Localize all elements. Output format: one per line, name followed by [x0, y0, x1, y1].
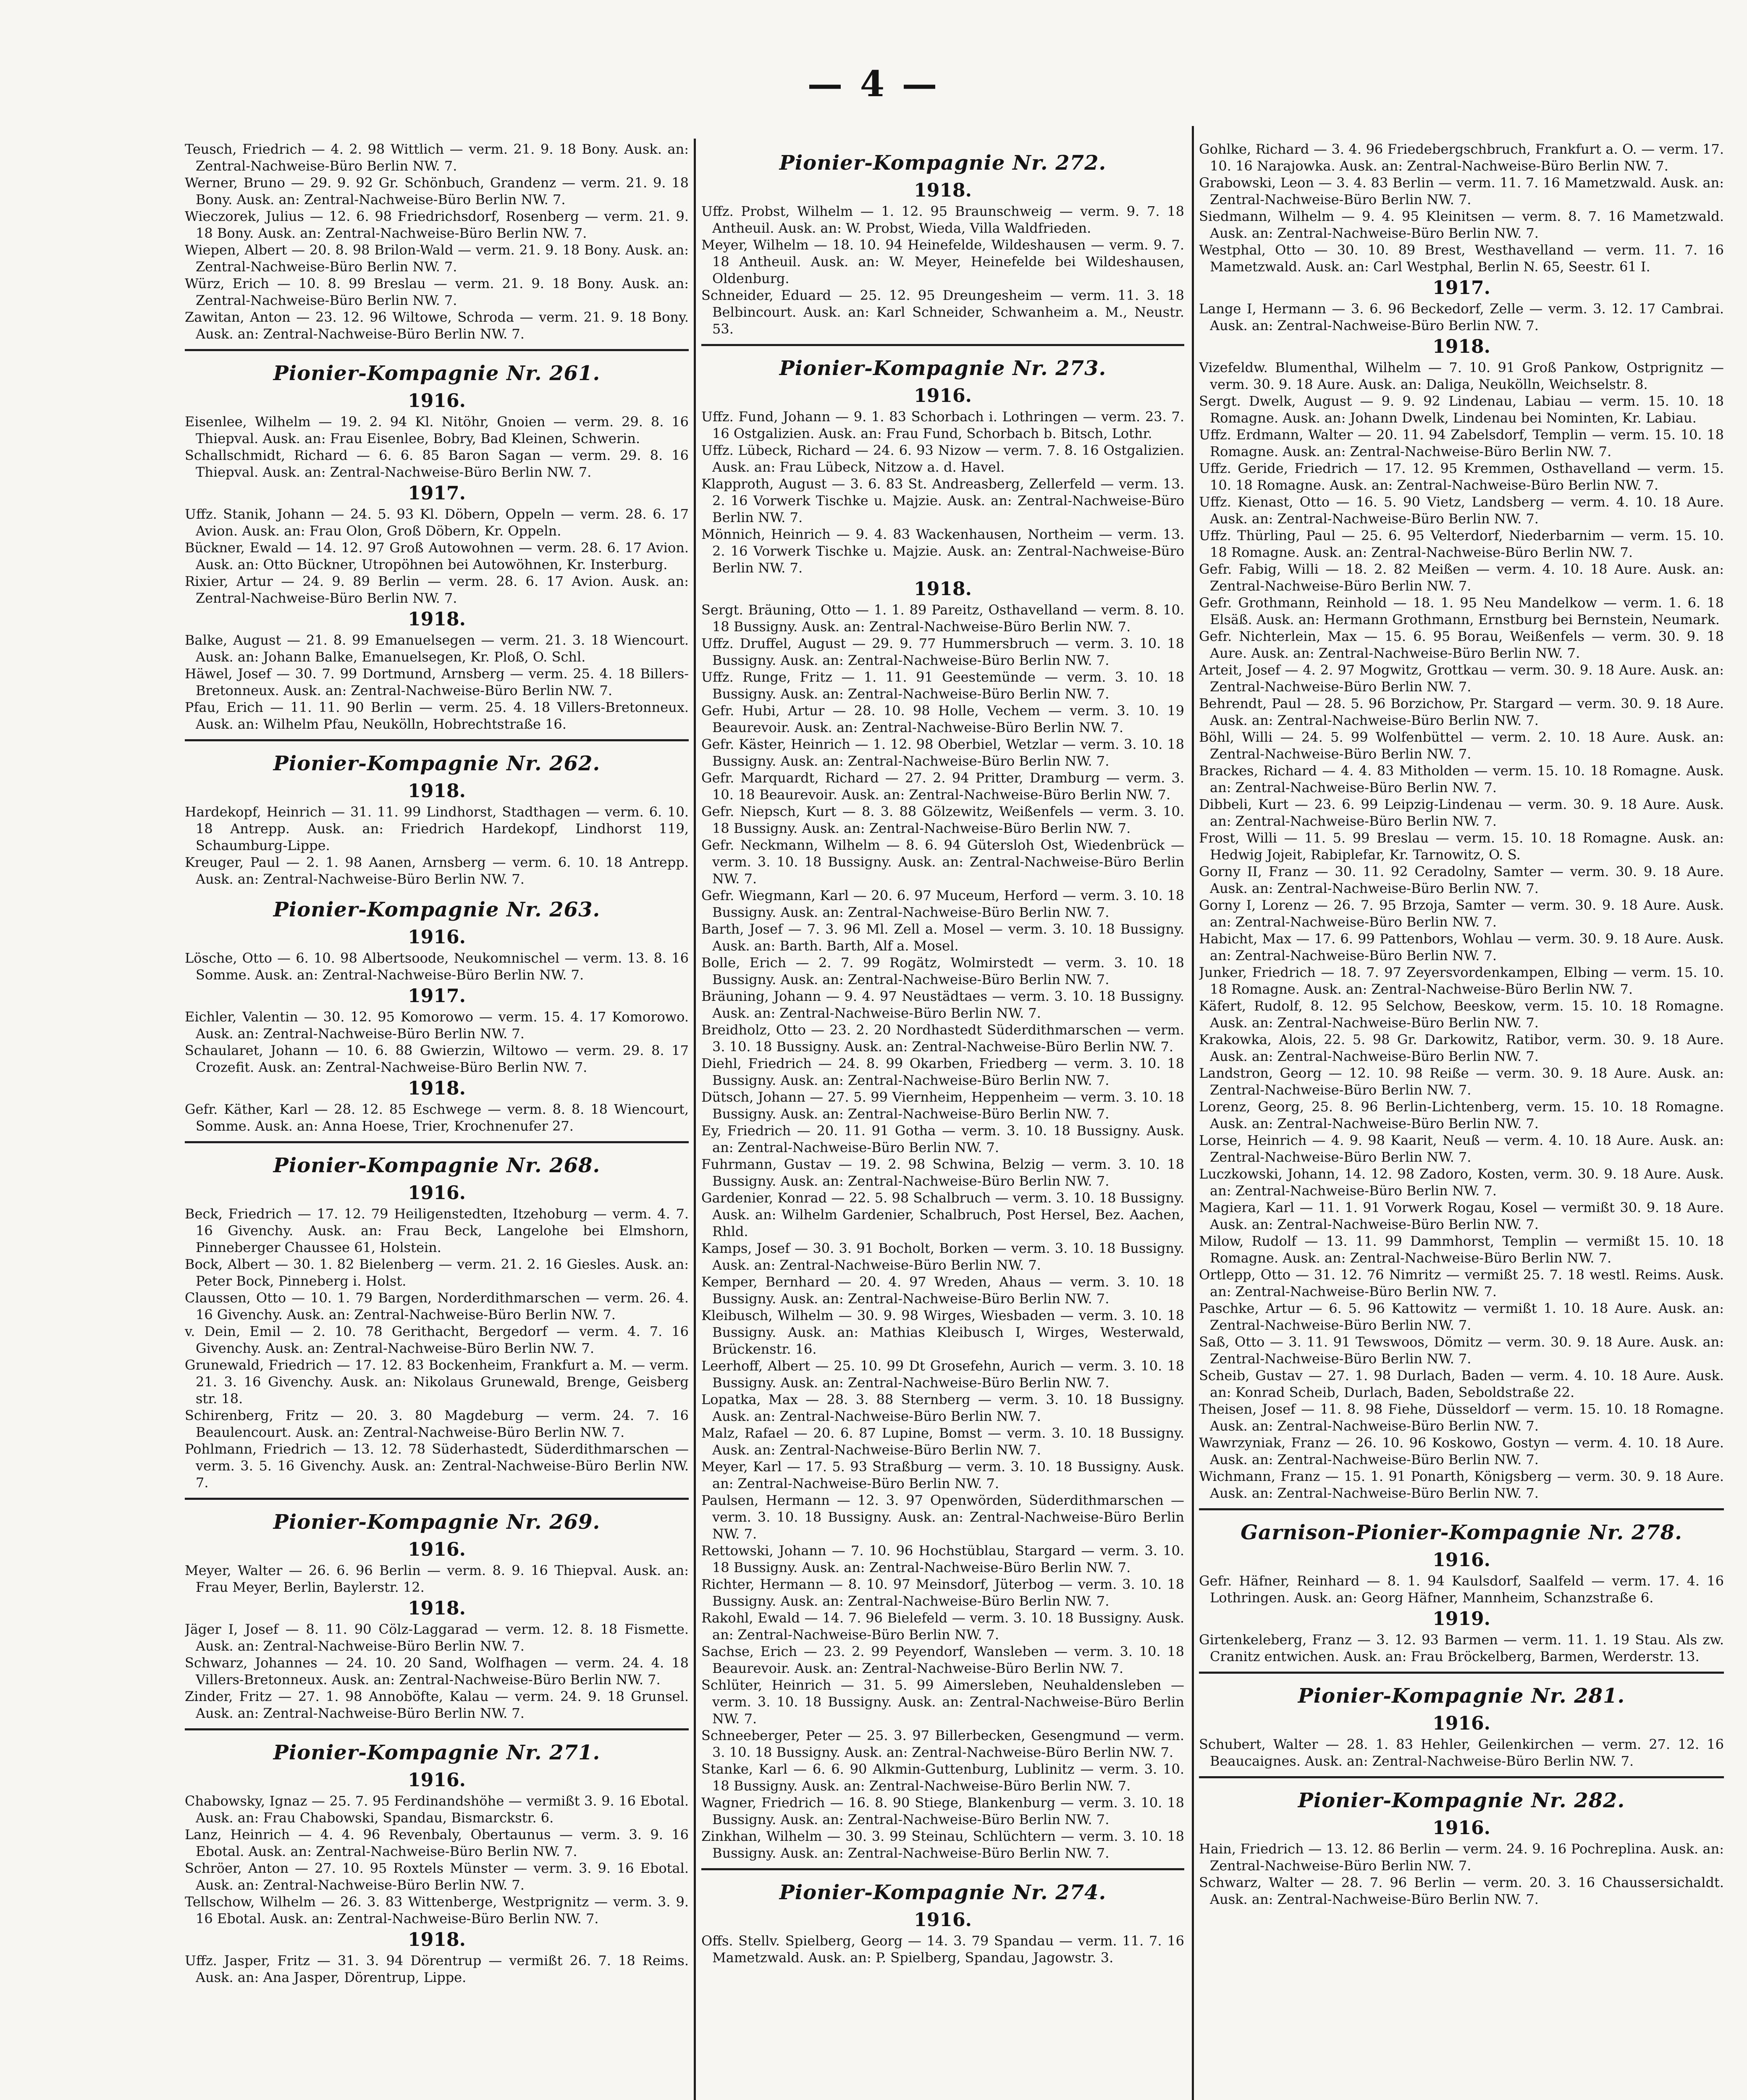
company-heading: Pionier-Kompagnie Nr. 281.: [1298, 1684, 1625, 1708]
year-heading: 1916.: [914, 1909, 972, 1931]
list-item: Uffz. Geride, Friedrich — 17. 12. 95 Kremmen, Osthavelland — verm. 15. 10. 18 Romagne. Ausk. an: Zentral-Nachweise-Büro Berlin NW. 7.: [1199, 460, 1724, 493]
section-divider: [1199, 1672, 1724, 1674]
list-item: Grunewald, Friedrich — 17. 12. 83 Bockenheim, Frankfurt a. M. — verm. 21. 3. 16 Givenchy. Ausk. an: Nikolaus Grunewald, Brenge, Geisberg str. 18.: [185, 1357, 689, 1407]
list-item: Stanke, Karl — 6. 6. 90 Alkmin-Guttenburg, Lublinitz — verm. 3. 10. 18 Bussigny. Ausk. an: Zentral-Nachweise-Büro Berlin NW. 7.: [701, 1761, 1184, 1794]
company-heading: Pionier-Kompagnie Nr. 271.: [273, 1741, 601, 1764]
list-item: Vizefeldw. Blumenthal, Wilhelm — 7. 10. 91 Groß Pankow, Ostprignitz — verm. 30. 9. 18 Aure. Ausk. an: Daliga, Neukölln, Weichselstr. 8.: [1199, 360, 1724, 392]
list-item: Lopatka, Max — 28. 3. 88 Sternberg — verm. 3. 10. 18 Bussigny. Ausk. an: Zentral-Nachweise-Büro Berlin NW. 7.: [701, 1391, 1184, 1424]
company-heading: Garnison-Pionier-Kompagnie Nr. 278.: [1241, 1521, 1682, 1544]
list-item: Schallschmidt, Richard — 6. 6. 85 Baron Sagan — verm. 29. 8. 16 Thiepval. Ausk. an: Zentral-Nachweise-Büro Berlin NW. 7.: [185, 447, 689, 480]
column-divider: [694, 139, 696, 2100]
list-item: Schubert, Walter — 28. 1. 83 Hehler, Geilenkirchen — verm. 27. 12. 16 Beaucaignes. Ausk. an: Zentral-Nachweise-Büro Berlin NW. 7.: [1199, 1736, 1724, 1769]
year-heading: 1917.: [408, 985, 466, 1007]
list-item: Gefr. Grothmann, Reinhold — 18. 1. 95 Neu Mandelkow — verm. 1. 6. 18 Elsäß. Ausk. an: Hermann Grothmann, Ernstburg bei Bernstein, Neumark.: [1199, 595, 1724, 627]
list-item: Beck, Friedrich — 17. 12. 79 Heiligenstedten, Itzehoburg — verm. 4. 7. 16 Givenchy. Ausk. an: Frau Beck, Langelohe bei Elmshorn, Pinneberger Chaussee 61, Holstein.: [185, 1206, 689, 1255]
company-heading: Pionier-Kompagnie Nr. 262.: [273, 752, 601, 775]
year-heading: 1918.: [914, 578, 972, 600]
list-item: Lorse, Heinrich — 4. 9. 98 Kaarit, Neuß — verm. 4. 10. 18 Aure. Ausk. an: Zentral-Nachweise-Büro Berlin NW. 7.: [1199, 1132, 1724, 1165]
list-item: Bräuning, Johann — 9. 4. 97 Neustädtaes — verm. 3. 10. 18 Bussigny. Ausk. an: Zentral-Nachweise-Büro Berlin NW. 7.: [701, 988, 1184, 1021]
year-heading: 1918.: [408, 1929, 466, 1950]
year-heading: 1916.: [408, 1182, 466, 1204]
list-item: Meyer, Walter — 26. 6. 96 Berlin — verm. 8. 9. 16 Thiepval. Ausk. an: Frau Meyer, Berlin, Baylerstr. 12.: [185, 1562, 689, 1595]
list-item: Dibbeli, Kurt — 23. 6. 99 Leipzig-Lindenau — verm. 30. 9. 18 Aure. Ausk. an: Zentral-Nachweise-Büro Berlin NW. 7.: [1199, 796, 1724, 829]
list-item: Uffz. Runge, Fritz — 1. 11. 91 Geestemünde — verm. 3. 10. 18 Bussigny. Ausk. an: Zentral-Nachweise-Büro Berlin NW. 7.: [701, 669, 1184, 702]
section-divider: [185, 1498, 689, 1500]
list-item: Leerhoff, Albert — 25. 10. 99 Dt Grosefehn, Aurich — verm. 3. 10. 18 Bussigny. Ausk. an: Zentral-Nachweise-Büro Berlin NW. 7.: [701, 1358, 1184, 1391]
list-item: Gohlke, Richard — 3. 4. 96 Friedebergschbruch, Frankfurt a. O. — verm. 17. 10. 16 Narajowka. Ausk. an: Zentral-Nachweise-Büro Berlin NW. 7.: [1199, 141, 1724, 174]
column-divider: [1192, 126, 1194, 2100]
list-item: Westphal, Otto — 30. 10. 89 Brest, Westhavelland — verm. 11. 7. 16 Mametzwald. Ausk. an: Carl Westphal, Berlin N. 65, Seestr. 61 I.: [1199, 242, 1724, 275]
list-item: Breidholz, Otto — 23. 2. 20 Nordhastedt Süderdithmarschen — verm. 3. 10. 18 Bussigny. Ausk. an: Zentral-Nachweise-Büro Berlin NW. 7.: [701, 1022, 1184, 1055]
list-item: Jäger I, Josef — 8. 11. 90 Cölz-Laggarad — verm. 12. 8. 18 Fismette. Ausk. an: Zentral-Nachweise-Büro Berlin NW. 7.: [185, 1621, 689, 1654]
list-item: Sergt. Dwelk, August — 9. 9. 92 Lindenau, Labiau — verm. 15. 10. 18 Romagne. Ausk. an: Johann Dwelk, Lindenau bei Nominten, Kr. Labiau.: [1199, 393, 1724, 426]
list-item: Frost, Willi — 11. 5. 99 Breslau — verm. 15. 10. 18 Romagne. Ausk. an: Hedwig Jojeit, Rabiplefar, Kr. Tarnowitz, O. S.: [1199, 830, 1724, 863]
list-item: Arteit, Josef — 4. 2. 97 Mogwitz, Grottkau — verm. 30. 9. 18 Aure. Ausk. an: Zentral-Nachweise-Büro Berlin NW. 7.: [1199, 662, 1724, 695]
list-item: Magiera, Karl — 11. 1. 91 Vorwerk Rogau, Kosel — vermißt 30. 9. 18 Aure. Ausk. an: Zentral-Nachweise-Büro Berlin NW. 7.: [1199, 1200, 1724, 1232]
section-divider: [185, 349, 689, 351]
list-item: Ortlepp, Otto — 31. 12. 76 Nimritz — vermißt 25. 7. 18 westl. Reims. Ausk. an: Zentral-Nachweise-Büro Berlin NW. 7.: [1199, 1267, 1724, 1299]
list-item: Hain, Friedrich — 13. 12. 86 Berlin — verm. 24. 9. 16 Pochreplina. Ausk. an: Zentral-Nachweise-Büro Berlin NW. 7.: [1199, 1841, 1724, 1874]
list-item: Luczkowski, Johann, 14. 12. 98 Zadoro, Kosten, verm. 30. 9. 18 Aure. Ausk. an: Zentral-Nachweise-Büro Berlin NW. 7.: [1199, 1166, 1724, 1199]
list-item: Eichler, Valentin — 30. 12. 95 Komorowo — verm. 15. 4. 17 Komorowo. Ausk. an: Zentral-Nachweise-Büro Berlin NW. 7.: [185, 1009, 689, 1042]
list-item: Gefr. Wiegmann, Karl — 20. 6. 97 Muceum, Herford — verm. 3. 10. 18 Bussigny. Ausk. an: Zentral-Nachweise-Büro Berlin NW. 7.: [701, 887, 1184, 920]
company-heading: Pionier-Kompagnie Nr. 273.: [779, 357, 1107, 380]
section-divider: [185, 1141, 689, 1143]
year-heading: 1918.: [914, 180, 972, 201]
list-item: Gefr. Häfner, Reinhard — 8. 1. 94 Kaulsdorf, Saalfeld — verm. 17. 4. 16 Lothringen. Ausk. an: Georg Häfner, Mannheim, Schanzstraße 6.: [1199, 1573, 1724, 1606]
list-item: Schwarz, Walter — 28. 7. 96 Berlin — verm. 20. 3. 16 Chaussersichaldt. Ausk. an: Zentral-Nachweise-Büro Berlin NW. 7.: [1199, 1874, 1724, 1907]
list-item: Balke, August — 21. 8. 99 Emanuelsegen — verm. 21. 3. 18 Wiencourt. Ausk. an: Johann Balke, Emanuelsegen, Kr. Ploß, O. Schl.: [185, 632, 689, 665]
year-heading: 1916.: [408, 1539, 466, 1560]
list-item: Rixier, Artur — 24. 9. 89 Berlin — verm. 28. 6. 17 Avion. Ausk. an: Zentral-Nachweise-Büro Berlin NW. 7.: [185, 573, 689, 606]
list-item: Klapproth, August — 3. 6. 83 St. Andreasberg, Zellerfeld — verm. 13. 2. 16 Vorwerk Tischke u. Majzie. Ausk. an: Zentral-Nachweise-Büro Berlin NW. 7.: [701, 476, 1184, 525]
list-item: Uffz. Kienast, Otto — 16. 5. 90 Vietz, Landsberg — verm. 4. 10. 18 Aure. Ausk. an: Zentral-Nachweise-Büro Berlin NW. 7.: [1199, 494, 1724, 527]
list-item: Gorny II, Franz — 30. 11. 92 Ceradolny, Samter — verm. 30. 9. 18 Aure. Ausk. an: Zentral-Nachweise-Büro Berlin NW. 7.: [1199, 864, 1724, 896]
list-item: Milow, Rudolf — 13. 11. 99 Dammhorst, Templin — vermißt 15. 10. 18 Romagne. Ausk. an: Zentral-Nachweise-Büro Berlin NW. 7.: [1199, 1233, 1724, 1266]
list-item: Kreuger, Paul — 2. 1. 98 Aanen, Arnsberg — verm. 6. 10. 18 Antrepp. Ausk. an: Zentral-Nachweise-Büro Berlin NW. 7.: [185, 854, 689, 887]
section-divider: [1199, 1776, 1724, 1778]
list-item: Gefr. Marquardt, Richard — 27. 2. 94 Pritter, Dramburg — verm. 3. 10. 18 Beaurevoir. Ausk. an: Zentral-Nachweise-Büro Berlin NW. 7.: [701, 770, 1184, 803]
list-item: Wawrzyniak, Franz — 26. 10. 96 Koskowo, Gostyn — verm. 4. 10. 18 Aure. Ausk. an: Zentral-Nachweise-Büro Berlin NW. 7.: [1199, 1435, 1724, 1467]
list-item: Wichmann, Franz — 15. 1. 91 Ponarth, Königsberg — verm. 30. 9. 18 Aure. Ausk. an: Zentral-Nachweise-Büro Berlin NW. 7.: [1199, 1468, 1724, 1501]
list-item: Kemper, Bernhard — 20. 4. 97 Wreden, Ahaus — verm. 3. 10. 18 Bussigny. Ausk. an: Zentral-Nachweise-Büro Berlin NW. 7.: [701, 1274, 1184, 1307]
list-item: Siedmann, Wilhelm — 9. 4. 95 Kleinitsen — verm. 8. 7. 16 Mametzwald. Ausk. an: Zentral-Nachweise-Büro Berlin NW. 7.: [1199, 208, 1724, 241]
list-item: v. Dein, Emil — 2. 10. 78 Gerithacht, Bergedorf — verm. 4. 7. 16 Givenchy. Ausk. an: Zentral-Nachweise-Büro Berlin NW. 7.: [185, 1323, 689, 1356]
company-heading: Pionier-Kompagnie Nr. 282.: [1298, 1789, 1625, 1812]
list-item: Zawitan, Anton — 23. 12. 96 Wiltowe, Schroda — verm. 21. 9. 18 Bony. Ausk. an: Zentral-Nachweise-Büro Berlin NW. 7.: [185, 309, 689, 342]
list-item: Gefr. Fabig, Willi — 18. 2. 82 Meißen — verm. 4. 10. 18 Aure. Ausk. an: Zentral-Nachweise-Büro Berlin NW. 7.: [1199, 561, 1724, 594]
year-heading: 1916.: [914, 385, 972, 407]
list-item: Uffz. Erdmann, Walter — 20. 11. 94 Zabelsdorf, Templin — verm. 15. 10. 18 Romagne. Ausk. an: Zentral-Nachweise-Büro Berlin NW. 7.: [1199, 427, 1724, 459]
list-item: Bolle, Erich — 2. 7. 99 Rogätz, Wolmirstedt — verm. 3. 10. 18 Bussigny. Ausk. an: Zentral-Nachweise-Büro Berlin NW. 7.: [701, 955, 1184, 987]
company-heading: Pionier-Kompagnie Nr. 272.: [779, 151, 1107, 175]
list-item: Tellschow, Wilhelm — 26. 3. 83 Wittenberge, Westprignitz — verm. 3. 9. 16 Ebotal. Ausk. an: Zentral-Nachweise-Büro Berlin NW. 7.: [185, 1894, 689, 1927]
list-item: Lanz, Heinrich — 4. 4. 96 Revenbaly, Obertaunus — verm. 3. 9. 16 Ebotal. Ausk. an: Zentral-Nachweise-Büro Berlin NW. 7.: [185, 1827, 689, 1859]
list-item: Wiepen, Albert — 20. 8. 98 Brilon-Wald — verm. 21. 9. 18 Bony. Ausk. an: Zentral-Nachweise-Büro Berlin NW. 7.: [185, 242, 689, 275]
list-item: Meyer, Wilhelm — 18. 10. 94 Heinefelde, Wildeshausen — verm. 9. 7. 18 Antheuil. Ausk. an: W. Meyer, Heinefelde bei Wildeshausen, Oldenburg.: [701, 237, 1184, 286]
list-item: Schirenberg, Fritz — 20. 3. 80 Magdeburg — verm. 24. 7. 16 Beaulencourt. Ausk. an: Zentral-Nachweise-Büro Berlin NW. 7.: [185, 1407, 689, 1440]
list-item: Scheib, Gustav — 27. 1. 98 Durlach, Baden — verm. 4. 10. 18 Aure. Ausk. an: Konrad Scheib, Durlach, Baden, Seboldstraße 22.: [1199, 1368, 1724, 1400]
year-heading: 1916.: [1432, 1817, 1490, 1839]
list-item: Lorenz, Georg, 25. 8. 96 Berlin-Lichtenberg, verm. 15. 10. 18 Romagne. Ausk. an: Zentral-Nachweise-Büro Berlin NW. 7.: [1199, 1099, 1724, 1131]
list-item: Werner, Bruno — 29. 9. 92 Gr. Schönbuch, Grandenz — verm. 21. 9. 18 Bony. Ausk. an: Zentral-Nachweise-Büro Berlin NW. 7.: [185, 175, 689, 207]
list-item: Saß, Otto — 3. 11. 91 Tewswoos, Dömitz — verm. 30. 9. 18 Aure. Ausk. an: Zentral-Nachweise-Büro Berlin NW. 7.: [1199, 1334, 1724, 1367]
list-item: Uffz. Lübeck, Richard — 24. 6. 93 Nizow — verm. 7. 8. 16 Ostgalizien. Ausk. an: Frau Lübeck, Nitzow a. d. Havel.: [701, 442, 1184, 475]
company-heading: Pionier-Kompagnie Nr. 261.: [273, 362, 601, 385]
page-number-header: — 4 —: [807, 63, 940, 105]
list-item: Rettowski, Johann — 7. 10. 96 Hochstüblau, Stargard — verm. 3. 10. 18 Bussigny. Ausk. an: Zentral-Nachweise-Büro Berlin NW. 7.: [701, 1543, 1184, 1575]
list-item: Uffz. Thürling, Paul — 25. 6. 95 Velterdorf, Niederbarnim — verm. 15. 10. 18 Romagne. Ausk. an: Zentral-Nachweise-Büro Berlin NW. 7.: [1199, 528, 1724, 560]
list-item: Gefr. Neckmann, Wilhelm — 8. 6. 94 Gütersloh Ost, Wiedenbrück — verm. 3. 10. 18 Bussigny. Ausk. an: Zentral-Nachweise-Büro Berlin NW. 7.: [701, 837, 1184, 887]
list-item: Paschke, Artur — 6. 5. 96 Kattowitz — vermißt 1. 10. 18 Aure. Ausk. an: Zentral-Nachweise-Büro Berlin NW. 7.: [1199, 1300, 1724, 1333]
list-item: Böhl, Willi — 24. 5. 99 Wolfenbüttel — verm. 2. 10. 18 Aure. Ausk. an: Zentral-Nachweise-Büro Berlin NW. 7.: [1199, 729, 1724, 762]
list-item: Gorny I, Lorenz — 26. 7. 95 Brzoja, Samter — verm. 30. 9. 18 Aure. Ausk. an: Zentral-Nachweise-Büro Berlin NW. 7.: [1199, 897, 1724, 930]
list-item: Kleibusch, Wilhelm — 30. 9. 98 Wirges, Wiesbaden — verm. 3. 10. 18 Bussigny. Ausk. an: Mathias Kleibusch I, Wirges, Westerwald, Brückenstr. 16.: [701, 1307, 1184, 1357]
list-item: Brackes, Richard — 4. 4. 83 Mitholden — verm. 15. 10. 18 Romagne. Ausk. an: Zentral-Nachweise-Büro Berlin NW. 7.: [1199, 763, 1724, 795]
list-item: Schwarz, Johannes — 24. 10. 20 Sand, Wolfhagen — verm. 24. 4. 18 Villers-Bretonneux. Ausk. an: Zentral-Nachweise-Büro Berlin NW. 7.: [185, 1655, 689, 1688]
column-middle: [701, 141, 1184, 2100]
year-heading: 1918.: [1432, 336, 1490, 357]
year-heading: 1918.: [408, 780, 466, 802]
section-divider: [185, 1728, 689, 1730]
year-heading: 1917.: [1432, 277, 1490, 299]
list-item: Schröer, Anton — 27. 10. 95 Roxtels Münster — verm. 3. 9. 16 Ebotal. Ausk. an: Zentral-Nachweise-Büro Berlin NW. 7.: [185, 1860, 689, 1893]
year-heading: 1916.: [408, 1769, 466, 1791]
year-heading: 1918.: [408, 609, 466, 630]
list-item: Häwel, Josef — 30. 7. 99 Dortmund, Arnsberg — verm. 25. 4. 18 Billers-Bretonneux. Ausk. an: Zentral-Nachweise-Büro Berlin NW. 7.: [185, 666, 689, 698]
list-item: Krakowka, Alois, 22. 5. 98 Gr. Darkowitz, Ratibor, verm. 30. 9. 18 Aure. Ausk. an: Zentral-Nachweise-Büro Berlin NW. 7.: [1199, 1032, 1724, 1064]
list-item: Gefr. Nichterlein, Max — 15. 6. 95 Borau, Weißenfels — verm. 30. 9. 18 Aure. Ausk. an: Zentral-Nachweise-Büro Berlin NW. 7.: [1199, 628, 1724, 661]
list-item: Landstron, Georg — 12. 10. 98 Reiße — verm. 30. 9. 18 Aure. Ausk. an: Zentral-Nachweise-Büro Berlin NW. 7.: [1199, 1065, 1724, 1098]
list-item: Schneeberger, Peter — 25. 3. 97 Billerbecken, Gesengmund — verm. 3. 10. 18 Bussigny. Ausk. an: Zentral-Nachweise-Büro Berlin NW. 7.: [701, 1727, 1184, 1760]
list-item: Gefr. Hubi, Artur — 28. 10. 98 Holle, Vechem — verm. 3. 10. 19 Beaurevoir. Ausk. an: Zentral-Nachweise-Büro Berlin NW. 7.: [701, 703, 1184, 735]
section-divider: [701, 1868, 1184, 1870]
list-item: Gardenier, Konrad — 22. 5. 98 Schalbruch — verm. 3. 10. 18 Bussigny. Ausk. an: Wilhelm Gardenier, Schalbruch, Post Hersel, Bez. Aachen, Rhld.: [701, 1190, 1184, 1239]
list-item: Lange I, Hermann — 3. 6. 96 Beckedorf, Zelle — verm. 3. 12. 17 Cambrai. Ausk. an: Zentral-Nachweise-Büro Berlin NW. 7.: [1199, 301, 1724, 333]
list-item: Paulsen, Hermann — 12. 3. 97 Openwörden, Süderdithmarschen — verm. 3. 10. 18 Bussigny. Ausk. an: Zentral-Nachweise-Büro Berlin NW. 7.: [701, 1492, 1184, 1542]
year-heading: 1919.: [1432, 1608, 1490, 1630]
list-item: Sergt. Bräuning, Otto — 1. 1. 89 Pareitz, Osthavelland — verm. 8. 10. 18 Bussigny. Ausk. an: Zentral-Nachweise-Büro Berlin NW. 7.: [701, 602, 1184, 635]
company-heading: Pionier-Kompagnie Nr. 274.: [779, 1881, 1107, 1904]
section-divider: [185, 739, 689, 741]
list-item: Lösche, Otto — 6. 10. 98 Albertsoode, Neukomnischel — verm. 13. 8. 16 Somme. Ausk. an: Zentral-Nachweise-Büro Berlin NW. 7.: [185, 950, 689, 983]
list-item: Eisenlee, Wilhelm — 19. 2. 94 Kl. Nitöhr, Gnoien — verm. 29. 8. 16 Thiepval. Ausk. an: Frau Eisenlee, Bobry, Bad Kleinen, Schwerin.: [185, 414, 689, 446]
list-item: Schlüter, Heinrich — 31. 5. 99 Aimersleben, Neuhaldensleben — verm. 3. 10. 18 Bussigny. Ausk. an: Zentral-Nachweise-Büro Berlin NW. 7.: [701, 1677, 1184, 1727]
list-item: Uffz. Probst, Wilhelm — 1. 12. 95 Braunschweig — verm. 9. 7. 18 Antheuil. Ausk. an: W. Probst, Wieda, Villa Waldfrieden.: [701, 203, 1184, 236]
year-heading: 1918.: [408, 1078, 466, 1099]
year-heading: 1916.: [1432, 1549, 1490, 1571]
list-item: Grabowski, Leon — 3. 4. 83 Berlin — verm. 11. 7. 16 Mametzwald. Ausk. an: Zentral-Nachweise-Büro Berlin NW. 7.: [1199, 175, 1724, 207]
list-item: Pohlmann, Friedrich — 13. 12. 78 Süderhastedt, Süderdithmarschen — verm. 3. 5. 16 Givenchy. Ausk. an: Zentral-Nachweise-Büro Berlin NW. 7.: [185, 1441, 689, 1491]
list-item: Sachse, Erich — 23. 2. 99 Peyendorf, Wansleben — verm. 3. 10. 18 Beaurevoir. Ausk. an: Zentral-Nachweise-Büro Berlin NW. 7.: [701, 1643, 1184, 1676]
list-item: Diehl, Friedrich — 24. 8. 99 Okarben, Friedberg — verm. 3. 10. 18 Bussigny. Ausk. an: Zentral-Nachweise-Büro Berlin NW. 7.: [701, 1055, 1184, 1088]
list-item: Girtenkeleberg, Franz — 3. 12. 93 Barmen — verm. 11. 1. 19 Stau. Als zw. Cranitz entwichen. Ausk. an: Frau Bröckelberg, Barmen, Werderstr. 13.: [1199, 1632, 1724, 1664]
list-item: Fuhrmann, Gustav — 19. 2. 98 Schwina, Belzig — verm. 3. 10. 18 Bussigny. Ausk. an: Zentral-Nachweise-Büro Berlin NW. 7.: [701, 1156, 1184, 1189]
list-item: Habicht, Max — 17. 6. 99 Pattenbors, Wohlau — verm. 30. 9. 18 Aure. Ausk. an: Zentral-Nachweise-Büro Berlin NW. 7.: [1199, 931, 1724, 963]
list-item: Claussen, Otto — 10. 1. 79 Bargen, Norderdithmarschen — verm. 26. 4. 16 Givenchy. Ausk. an: Zentral-Nachweise-Büro Berlin NW. 7.: [185, 1290, 689, 1323]
list-item: Wagner, Friedrich — 16. 8. 90 Stiege, Blankenburg — verm. 3. 10. 18 Bussigny. Ausk. an: Zentral-Nachweise-Büro Berlin NW. 7.: [701, 1795, 1184, 1827]
section-divider: [1199, 1508, 1724, 1510]
list-item: Schaularet, Johann — 10. 6. 88 Gwierzin, Wiltowo — verm. 29. 8. 17 Crozefit. Ausk. an: Zentral-Nachweise-Büro Berlin NW. 7.: [185, 1042, 689, 1075]
list-item: Offs. Stellv. Spielberg, Georg — 14. 3. 79 Spandau — verm. 11. 7. 16 Mametzwald. Ausk. an: P. Spielberg, Spandau, Jagowstr. 3.: [701, 1933, 1184, 1966]
company-heading: Pionier-Kompagnie Nr. 263.: [273, 898, 601, 921]
company-heading: Pionier-Kompagnie Nr. 268.: [273, 1154, 601, 1177]
section-divider: [701, 344, 1184, 346]
list-item: Schneider, Eduard — 25. 12. 95 Dreungesheim — verm. 11. 3. 18 Belbincourt. Ausk. an: Karl Schneider, Schwanheim a. M., Neustr. 53.: [701, 287, 1184, 337]
list-item: Zinder, Fritz — 27. 1. 98 Annoböfte, Kalau — verm. 24. 9. 18 Grunsel. Ausk. an: Zentral-Nachweise-Büro Berlin NW. 7.: [185, 1688, 689, 1721]
list-item: Uffz. Jasper, Fritz — 31. 3. 94 Dörentrup — vermißt 26. 7. 18 Reims. Ausk. an: Ana Jasper, Dörentrup, Lippe.: [185, 1953, 689, 1985]
year-heading: 1916.: [1432, 1713, 1490, 1734]
list-item: Bückner, Ewald — 14. 12. 97 Groß Autowohnen — verm. 28. 6. 17 Avion. Ausk. an: Otto Bückner, Utropöhnen bei Autowöhnen, Kr. Insterburg.: [185, 540, 689, 572]
list-item: Gefr. Käster, Heinrich — 1. 12. 98 Oberbiel, Wetzlar — verm. 3. 10. 18 Bussigny. Ausk. an: Zentral-Nachweise-Büro Berlin NW. 7.: [701, 736, 1184, 769]
list-item: Behrendt, Paul — 28. 5. 96 Borzichow, Pr. Stargard — verm. 30. 9. 18 Aure. Ausk. an: Zentral-Nachweise-Büro Berlin NW. 7.: [1199, 696, 1724, 728]
list-item: Uffz. Fund, Johann — 9. 1. 83 Schorbach i. Lothringen — verm. 23. 7. 16 Ostgalizien. Ausk. an: Frau Fund, Schorbach b. Bitsch, Lothr.: [701, 409, 1184, 441]
list-item: Mönnich, Heinrich — 9. 4. 83 Wackenhausen, Northeim — verm. 13. 2. 16 Vorwerk Tischke u. Majzie. Ausk. an: Zentral-Nachweise-Büro Berlin NW. 7.: [701, 526, 1184, 576]
list-item: Junker, Friedrich — 18. 7. 97 Zeyersvordenkampen, Elbing — verm. 15. 10. 18 Romagne. Ausk. an: Zentral-Nachweise-Büro Berlin NW. 7.: [1199, 964, 1724, 997]
list-item: Uffz. Stanik, Johann — 24. 5. 93 Kl. Döbern, Oppeln — verm. 28. 6. 17 Avion. Ausk. an: Frau Olon, Groß Döbern, Kr. Oppeln.: [185, 506, 689, 539]
list-item: Wieczorek, Julius — 12. 6. 98 Friedrichsdorf, Rosenberg — verm. 21. 9. 18 Bony. Ausk. an: Zentral-Nachweise-Büro Berlin NW. 7.: [185, 208, 689, 241]
list-item: Richter, Hermann — 8. 10. 97 Meinsdorf, Jüterbog — verm. 3. 10. 18 Bussigny. Ausk. an: Zentral-Nachweise-Büro Berlin NW. 7.: [701, 1576, 1184, 1609]
list-item: Hardekopf, Heinrich — 31. 11. 99 Lindhorst, Stadthagen — verm. 6. 10. 18 Antrepp. Ausk. an: Friedrich Hardekopf, Lindhorst 119, Schaumburg-Lippe.: [185, 804, 689, 853]
list-item: Uffz. Druffel, August — 29. 9. 77 Hummersbruch — verm. 3. 10. 18 Bussigny. Ausk. an: Zentral-Nachweise-Büro Berlin NW. 7.: [701, 635, 1184, 668]
column-left: [185, 141, 689, 2100]
year-heading: 1916.: [408, 927, 466, 948]
list-item: Chabowsky, Ignaz — 25. 7. 95 Ferdinandshöhe — vermißt 3. 9. 16 Ebotal. Ausk. an: Frau Chabowski, Spandau, Bismarckstr. 6.: [185, 1793, 689, 1826]
list-item: Teusch, Friedrich — 4. 2. 98 Wittlich — verm. 21. 9. 18 Bony. Ausk. an: Zentral-Nachweise-Büro Berlin NW. 7.: [185, 141, 689, 174]
list-item: Malz, Rafael — 20. 6. 87 Lupine, Bomst — verm. 3. 10. 18 Bussigny. Ausk. an: Zentral-Nachweise-Büro Berlin NW. 7.: [701, 1425, 1184, 1458]
list-item: Zinkhan, Wilhelm — 30. 3. 99 Steinau, Schlüchtern — verm. 3. 10. 18 Bussigny. Ausk. an: Zentral-Nachweise-Büro Berlin NW. 7.: [701, 1828, 1184, 1861]
list-item: Theisen, Josef — 11. 8. 98 Fiehe, Düsseldorf — verm. 15. 10. 18 Romagne. Ausk. an: Zentral-Nachweise-Büro Berlin NW. 7.: [1199, 1401, 1724, 1434]
year-heading: 1916.: [408, 390, 466, 412]
list-item: Kamps, Josef — 30. 3. 91 Bocholt, Borken — verm. 3. 10. 18 Bussigny. Ausk. an: Zentral-Nachweise-Büro Berlin NW. 7.: [701, 1240, 1184, 1273]
list-item: Käfert, Rudolf, 8. 12. 95 Selchow, Beeskow, verm. 15. 10. 18 Romagne. Ausk. an: Zentral-Nachweise-Büro Berlin NW. 7.: [1199, 998, 1724, 1031]
list-item: Rakohl, Ewald — 14. 7. 96 Bielefeld — verm. 3. 10. 18 Bussigny. Ausk. an: Zentral-Nachweise-Büro Berlin NW. 7.: [701, 1610, 1184, 1643]
list-item: Gefr. Käther, Karl — 28. 12. 85 Eschwege — verm. 8. 8. 18 Wiencourt, Somme. Ausk. an: Anna Hoese, Trier, Krochnenufer 27.: [185, 1101, 689, 1134]
list-item: Dütsch, Johann — 27. 5. 99 Viernheim, Heppenheim — verm. 3. 10. 18 Bussigny. Ausk. an: Zentral-Nachweise-Büro Berlin NW. 7.: [701, 1089, 1184, 1122]
list-item: Barth, Josef — 7. 3. 96 Ml. Zell a. Mosel — verm. 3. 10. 18 Bussigny. Ausk. an: Barth. Barth, Alf a. Mosel.: [701, 921, 1184, 954]
list-item: Meyer, Karl — 17. 5. 93 Straßburg — verm. 3. 10. 18 Bussigny. Ausk. an: Zentral-Nachweise-Büro Berlin NW. 7.: [701, 1459, 1184, 1491]
company-heading: Pionier-Kompagnie Nr. 269.: [273, 1510, 601, 1534]
column-right: [1199, 141, 1724, 2100]
list-item: Würz, Erich — 10. 8. 99 Breslau — verm. 21. 9. 18 Bony. Ausk. an: Zentral-Nachweise-Büro Berlin NW. 7.: [185, 276, 689, 308]
year-heading: 1918.: [408, 1598, 466, 1619]
list-item: Gefr. Niepsch, Kurt — 8. 3. 88 Gölzewitz, Weißenfels — verm. 3. 10. 18 Bussigny. Ausk. an: Zentral-Nachweise-Büro Berlin NW. 7.: [701, 803, 1184, 836]
list-item: Ey, Friedrich — 20. 11. 91 Gotha — verm. 3. 10. 18 Bussigny. Ausk. an: Zentral-Nachweise-Büro Berlin NW. 7.: [701, 1123, 1184, 1155]
year-heading: 1917.: [408, 483, 466, 504]
list-item: Bock, Albert — 30. 1. 82 Bielenberg — verm. 21. 2. 16 Giesles. Ausk. an: Peter Bock, Pinneberg i. Holst.: [185, 1256, 689, 1289]
list-item: Pfau, Erich — 11. 11. 90 Berlin — verm. 25. 4. 18 Villers-Bretonneux. Ausk. an: Wilhelm Pfau, Neukölln, Hobrechtstraße 16.: [185, 699, 689, 732]
